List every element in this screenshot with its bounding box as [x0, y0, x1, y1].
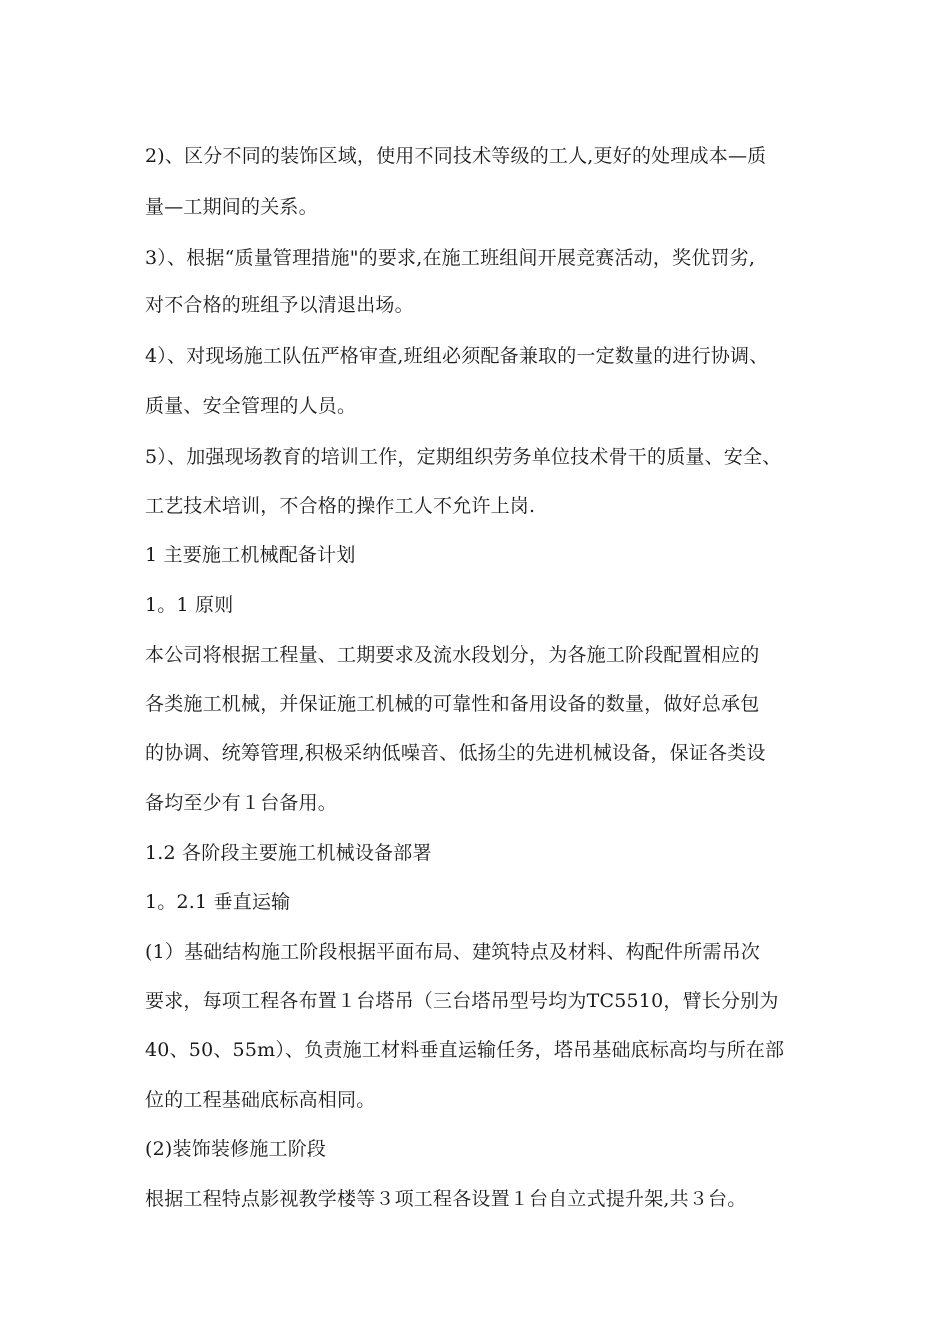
text-line: 根据工程特点影视教学楼等３项工程各设置１台自立式提升架,共３台。 [145, 1188, 747, 1210]
subsection-heading: 1。2.1 垂直运输 [145, 891, 291, 913]
text-line: 5）、加强现场教育的培训工作，定期组织劳务单位技术骨干的质量、安全、 [145, 446, 782, 468]
text-line: 40、50、55m）、负责施工材料垂直运输任务，塔吊基础底标高均与所在部 [145, 1039, 785, 1061]
subsection-heading: 1.2 各阶段主要施工机械设备部署 [145, 842, 432, 864]
text-line: 工艺技术培训，不合格的操作工人不允许上岗. [145, 495, 536, 517]
text-line: 本公司将根据工程量、工期要求及流水段划分，为各施工阶段配置相应的 [145, 644, 760, 666]
section-heading: 1 主要施工机械配备计划 [145, 544, 356, 566]
text-line: 的协调、统筹管理,积极采纳低噪音、低扬尘的先进机械设备，保证各类设 [145, 742, 766, 764]
text-line: 量—工期间的关系。 [145, 196, 318, 218]
subsection-heading: 1。1 原则 [145, 594, 234, 616]
text-line: 备均至少有１台备用。 [145, 792, 338, 814]
text-line: 3）、根据“质量管理措施"的要求,在施工班组间开展竞赛活动，奖优罚劣, [145, 247, 756, 269]
text-line: (1）基础结构施工阶段根据平面布局、建筑特点及材料、构配件所需吊次 [145, 941, 761, 963]
text-line: 位的工程基础底标高相同。 [145, 1089, 376, 1111]
text-line: 2)、区分不同的装饰区域，使用不同技术等级的工人,更好的处理成本—质 [145, 145, 767, 167]
subsection-heading: (2)装饰装修施工阶段 [145, 1138, 327, 1160]
text-line: 要求，每项工程各布置１台塔吊（三台塔吊型号均为TC5510，臂长分别为 [145, 990, 779, 1012]
text-line: 各类施工机械，并保证施工机械的可靠性和备用设备的数量，做好总承包 [145, 693, 760, 715]
text-line: 4）、对现场施工队伍严格审查,班组必须配备兼取的一定数量的进行协调、 [145, 345, 769, 367]
text-line: 对不合格的班组予以清退出场。 [145, 294, 414, 316]
text-line: 质量、安全管理的人员。 [145, 395, 357, 417]
